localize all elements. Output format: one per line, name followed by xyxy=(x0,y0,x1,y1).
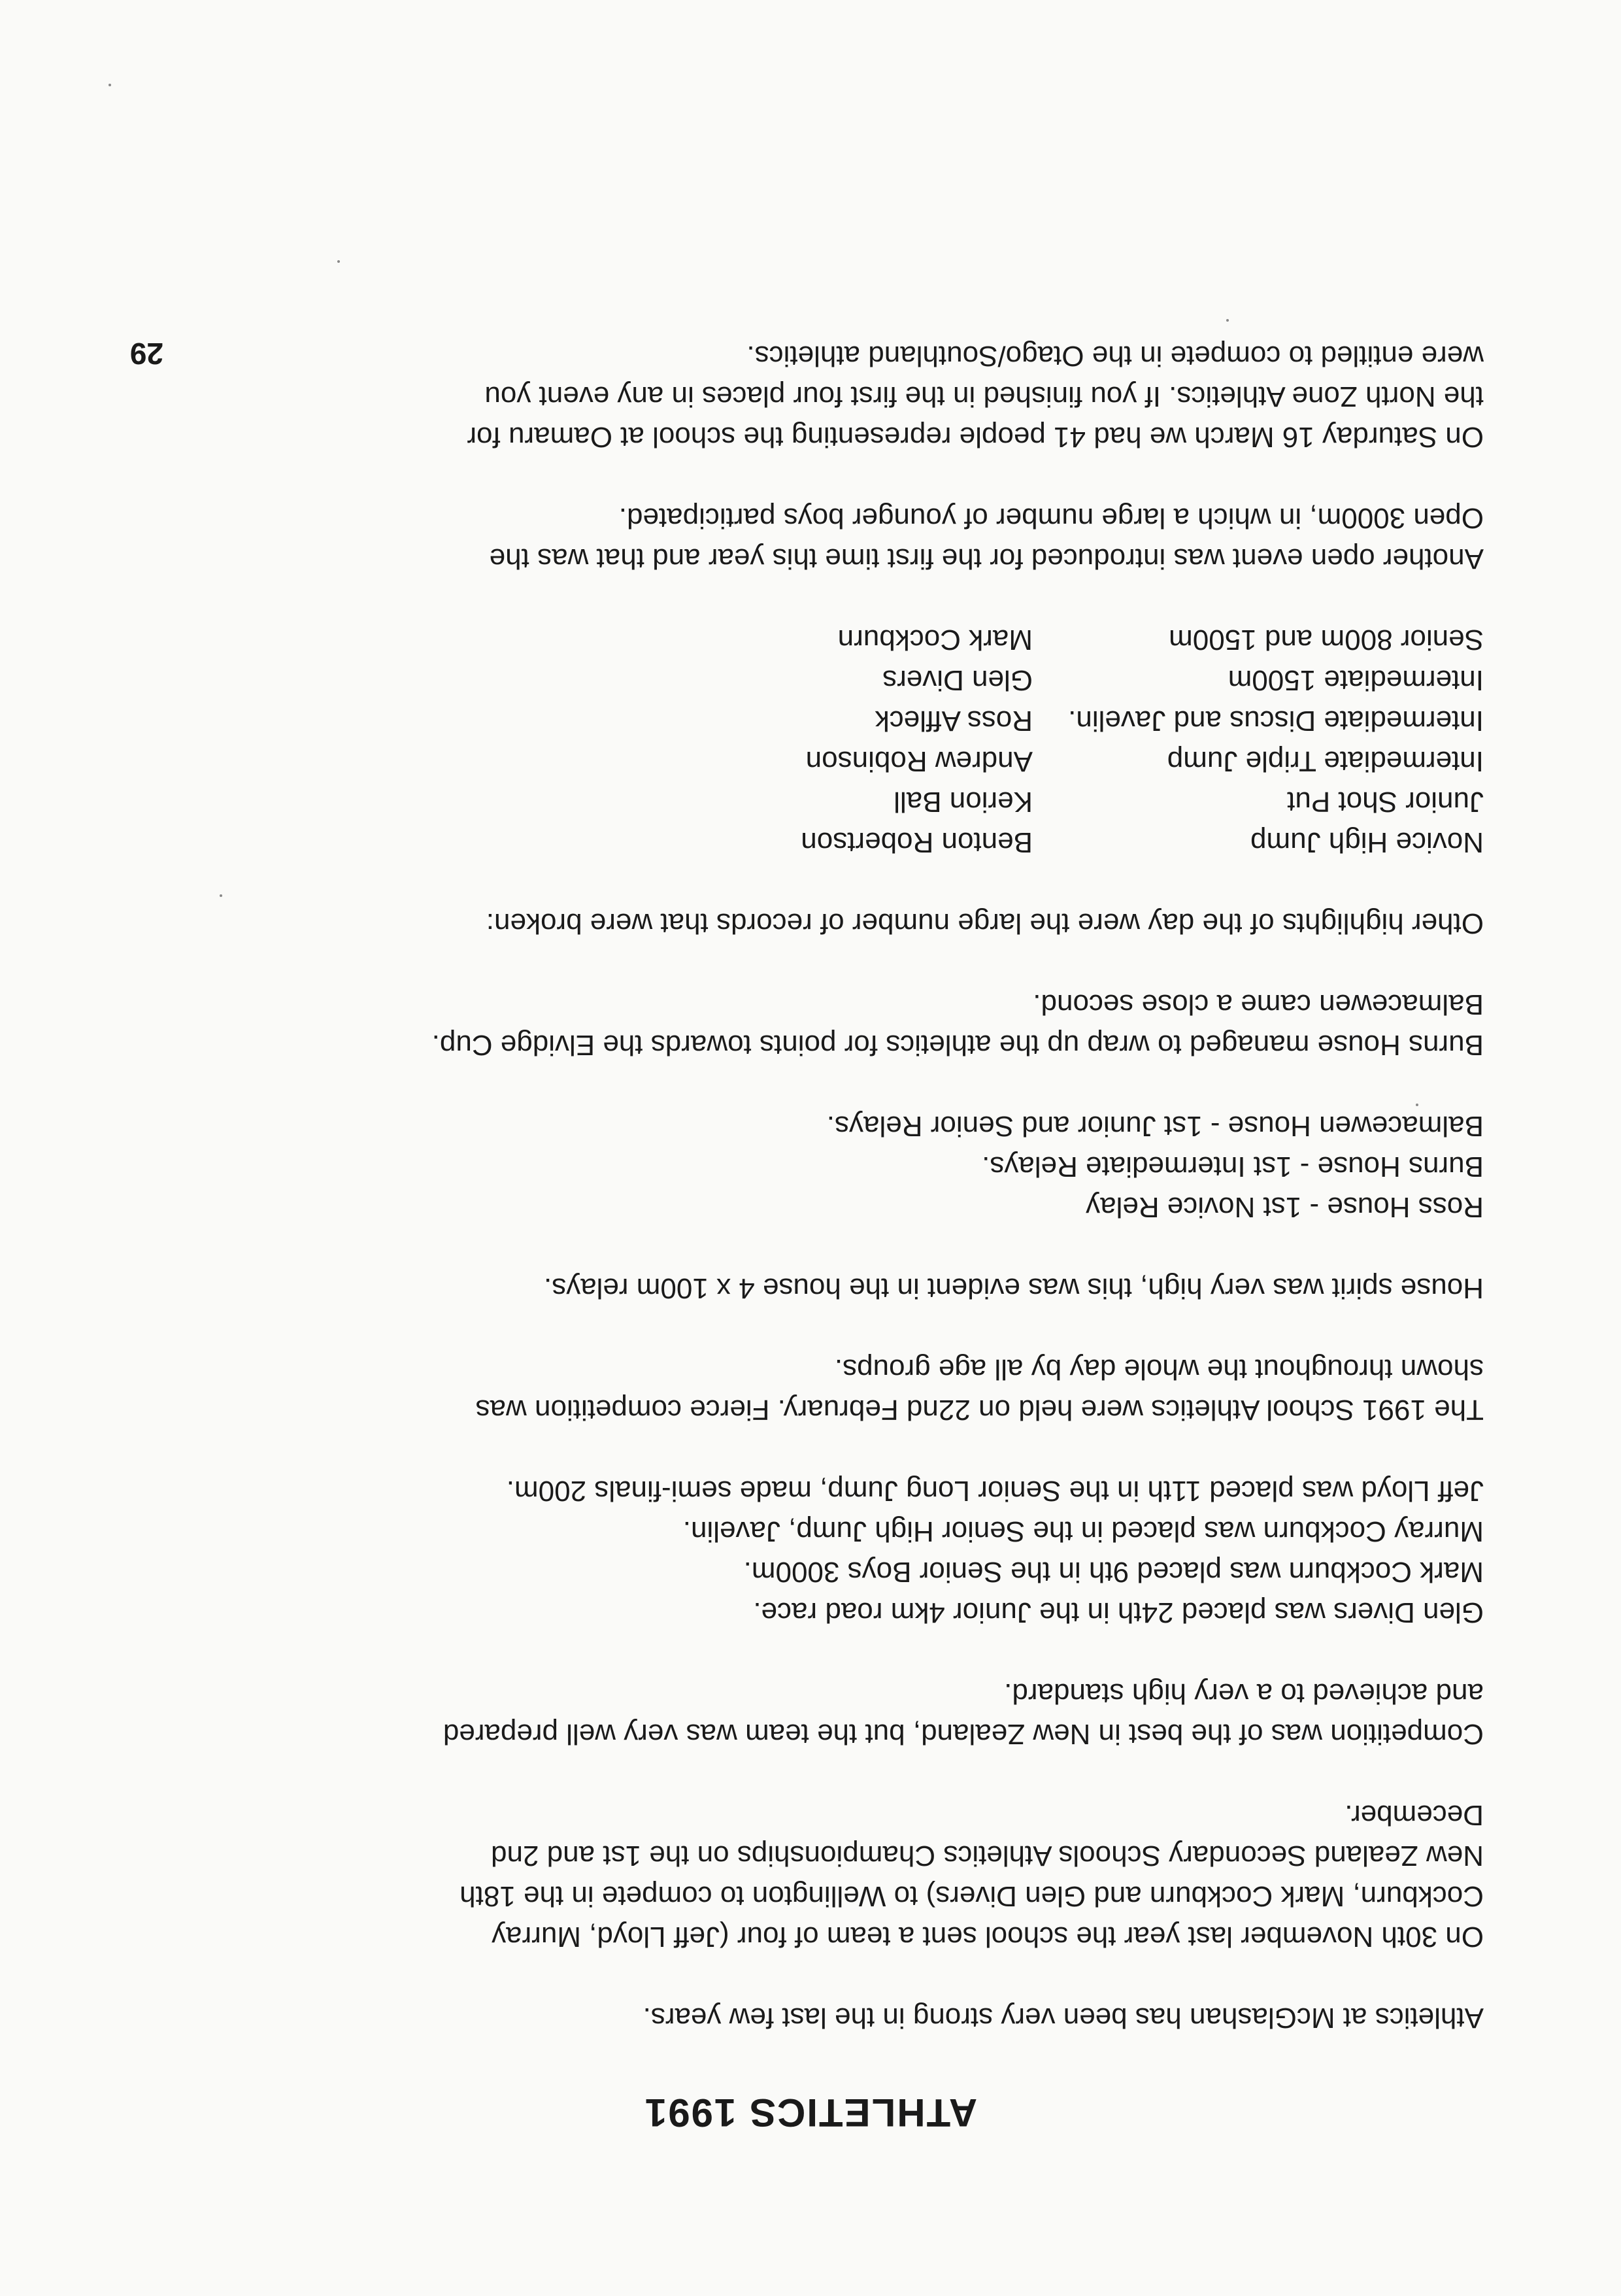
placing-line: Jeff Lloyd was placed 11th in the Senior Long Jump, made semi-finals 200m. xyxy=(506,1475,1484,1507)
records-table xyxy=(801,619,1484,862)
record-holder: Glen Divers xyxy=(882,664,1033,696)
text-line: Balmacewen came a close second. xyxy=(1033,988,1484,1021)
relay-line: Ross House - 1st Novice Relay xyxy=(1086,1191,1484,1223)
scan-speck xyxy=(109,84,111,86)
text-line: Another open event was introduced for the first time this year and that was the xyxy=(489,543,1484,575)
text-line: The 1991 School Athletics were held on 22nd February. Fierce competition was xyxy=(475,1394,1484,1426)
nationals-paragraph xyxy=(124,1795,1484,1957)
text-line: Burns House managed to wrap up the athletics for points towards the Elvidge Cup. xyxy=(431,1029,1484,1061)
record-holder: Andrew Robinson xyxy=(805,745,1033,777)
records-intro: Other highlights of the day were the large number of records that were broken: xyxy=(486,907,1484,939)
article-body xyxy=(124,335,1484,2038)
text-line: On 30th November last year the school sent a team of four (Jeff Lloyd, Murray xyxy=(492,1921,1484,1953)
record-event: Senior 800m and 1500m xyxy=(1169,624,1484,656)
placing-line: Murray Cockburn was placed in the Senior High Jump, Javelin. xyxy=(682,1515,1484,1547)
scan-speck xyxy=(1226,319,1229,322)
table-row xyxy=(801,700,1484,741)
record-holder: Kerion Ball xyxy=(894,786,1033,818)
text-line: December. xyxy=(1345,1799,1484,1831)
text-line: shown throughout the whole day by all age groups. xyxy=(834,1353,1484,1385)
scan-speck xyxy=(337,260,340,263)
text-line: Open 3000m, in which a large number of younger boys participated. xyxy=(618,502,1484,534)
text-line: and achieved to a very high standard. xyxy=(1004,1678,1484,1710)
record-event: Intermediate Discus and Javelin. xyxy=(1068,705,1484,737)
placings-list xyxy=(124,1470,1484,1632)
table-row xyxy=(801,741,1484,781)
record-event: Intermediate Triple Jump xyxy=(1167,745,1484,777)
cup-paragraph xyxy=(124,984,1484,1065)
text-line: Competition was of the best in New Zealand, but the team was very well prepared xyxy=(443,1718,1484,1750)
record-event: Novice High Jump xyxy=(1250,826,1484,858)
open-event-paragraph xyxy=(124,498,1484,579)
text-line: were entitled to compete in the Otago/Southland athletics. xyxy=(746,340,1484,372)
table-row xyxy=(801,660,1484,700)
text-line: New Zealand Secondary Schools Athletics Championships on the 1st and 2nd xyxy=(491,1840,1484,1872)
text-line: the North Zone Athletics. If you finished in the first four places in any event you xyxy=(484,380,1484,413)
scan-speck xyxy=(1416,1104,1418,1106)
relay-line: Burns House - 1st Intermediate Relays. xyxy=(982,1151,1484,1183)
scan-speck xyxy=(220,894,222,897)
north-zone-paragraph xyxy=(124,335,1484,457)
table-row xyxy=(801,822,1484,862)
page-number: 29 xyxy=(129,337,163,371)
intro-paragraph: Athletics at McGlashan has been very strong in the last few years. xyxy=(643,2002,1484,2034)
table-row xyxy=(801,619,1484,660)
text-line: Cockburn, Mark Cockburn and Glen Divers) to Wellington to compete in the 18th xyxy=(460,1880,1484,1912)
record-holder: Mark Cockburn xyxy=(837,624,1033,656)
house-spirit-paragraph: House spirit was very high, this was evident in the house 4 x 100m relays. xyxy=(543,1272,1484,1304)
record-event: Junior Shot Put xyxy=(1287,786,1484,818)
text-line: On Saturday 16 March we had 41 people representing the school at Oamaru for xyxy=(467,421,1484,453)
record-holder: Benton Robertson xyxy=(801,826,1033,858)
page-title: ATHLETICS 1991 xyxy=(643,2091,978,2135)
relay-line: Balmacewen House - 1st Junior and Senior Relays. xyxy=(826,1110,1484,1142)
school-athletics-paragraph xyxy=(124,1349,1484,1430)
competition-paragraph xyxy=(124,1673,1484,1754)
record-holder: Ross Affleck xyxy=(875,705,1033,737)
record-event: Intermediate 1500m xyxy=(1228,664,1484,696)
placing-line: Glen Divers was placed 24th in the Junior 4km road race. xyxy=(753,1596,1484,1629)
placing-line: Mark Cockburn was placed 9th in the Senior Boys 3000m. xyxy=(743,1556,1484,1588)
relays-list xyxy=(124,1106,1484,1227)
table-row xyxy=(801,781,1484,822)
